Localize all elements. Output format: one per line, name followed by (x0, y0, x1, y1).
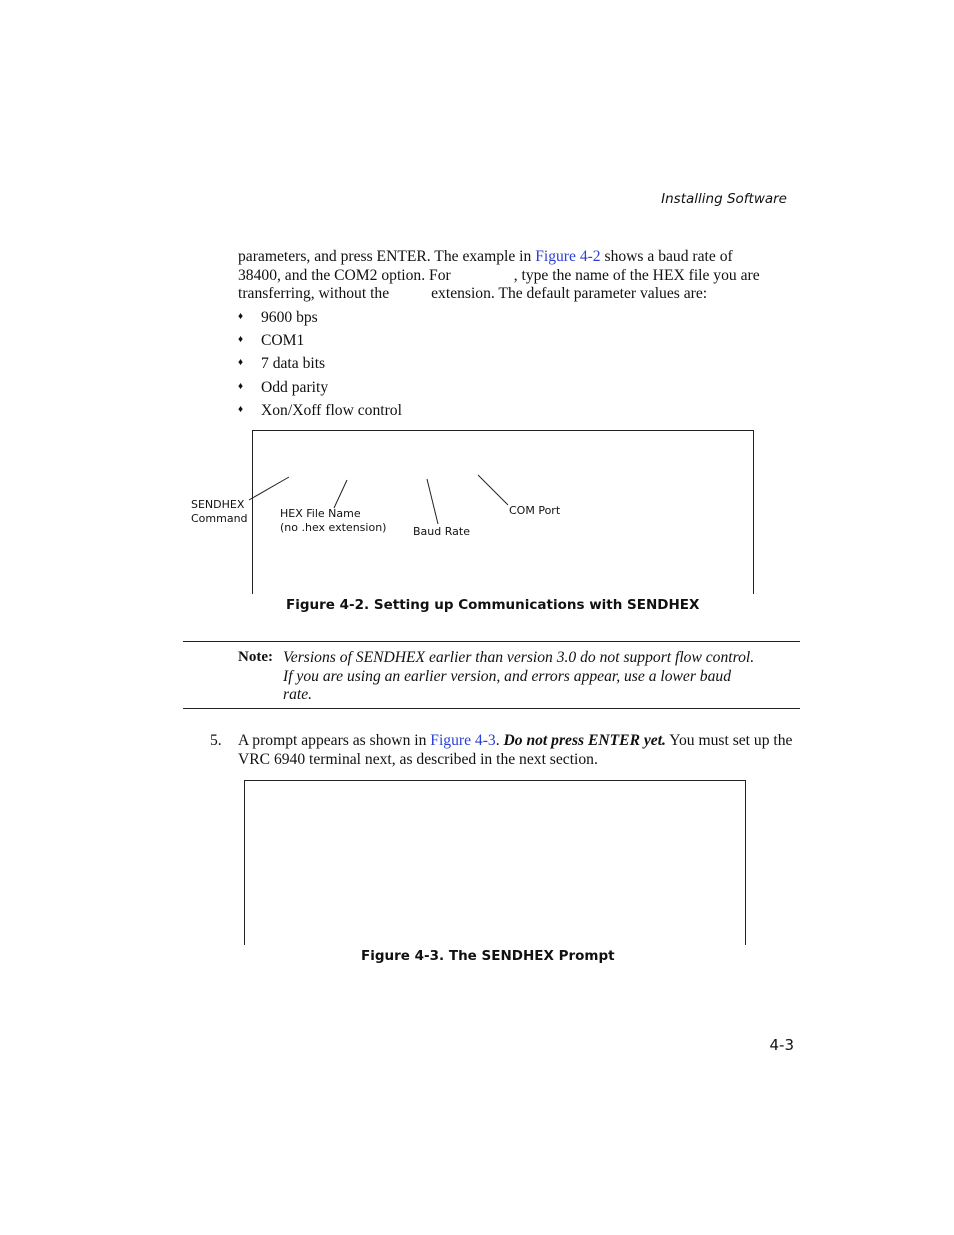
intro-line-1: parameters, and press ENTER. The example in Figure 4-2 shows a baud rate of (238, 248, 733, 265)
figure-4-2-link[interactable]: Figure 4-2 (535, 248, 601, 265)
note-bottom-rule (183, 708, 800, 709)
diamond-bullet-icon: ♦ (238, 334, 244, 345)
figure-4-3-link[interactable]: Figure 4-3 (430, 732, 496, 749)
callout-com-port: COM Port (509, 504, 561, 517)
sendhex-leader-line (249, 477, 289, 500)
diamond-bullet-icon: ♦ (238, 311, 244, 322)
diamond-bullet-icon: ♦ (238, 357, 244, 368)
callout-sendhex-command: SENDHEX Command (191, 498, 248, 525)
note-label: Note: (238, 649, 273, 665)
callout-hex-file-name: HEX File Name (no .hex extension) (280, 507, 387, 534)
diamond-bullet-icon: ♦ (238, 404, 244, 415)
baud-leader-line (427, 479, 438, 524)
figure-4-2-caption: Figure 4-2. Setting up Communications with SENDHEX (286, 597, 700, 613)
figure-4-3-caption: Figure 4-3. The SENDHEX Prompt (361, 948, 615, 964)
hexfile-leader-line (334, 480, 347, 508)
diamond-bullet-icon: ♦ (238, 381, 244, 392)
figure-4-3-frame (244, 780, 746, 945)
com-leader-line (478, 475, 508, 505)
warning-emphasis: Do not press ENTER yet. (503, 732, 666, 749)
page-number: 4-3 (769, 1036, 794, 1054)
intro-line-3: transferring, without the extension. The default parameter values are: (238, 285, 708, 303)
note-text: Versions of SENDHEX earlier than version 3.0 do not support flow control. If you are using an earlier version, and errors appear, use a lower baud rate. (283, 649, 755, 704)
running-head: Installing Software (661, 191, 787, 207)
note-top-rule (183, 641, 800, 642)
intro-line-2: 38400, and the COM2 option. For , type the name of the HEX file you are (238, 266, 760, 284)
step-5-text: A prompt appears as shown in Figure 4-3. Do not press ENTER yet. You must set up the VRC 6940 terminal next, as described in the next section. (238, 732, 793, 768)
step-number: 5. (210, 732, 222, 749)
callout-baud-rate: Baud Rate (413, 525, 470, 538)
